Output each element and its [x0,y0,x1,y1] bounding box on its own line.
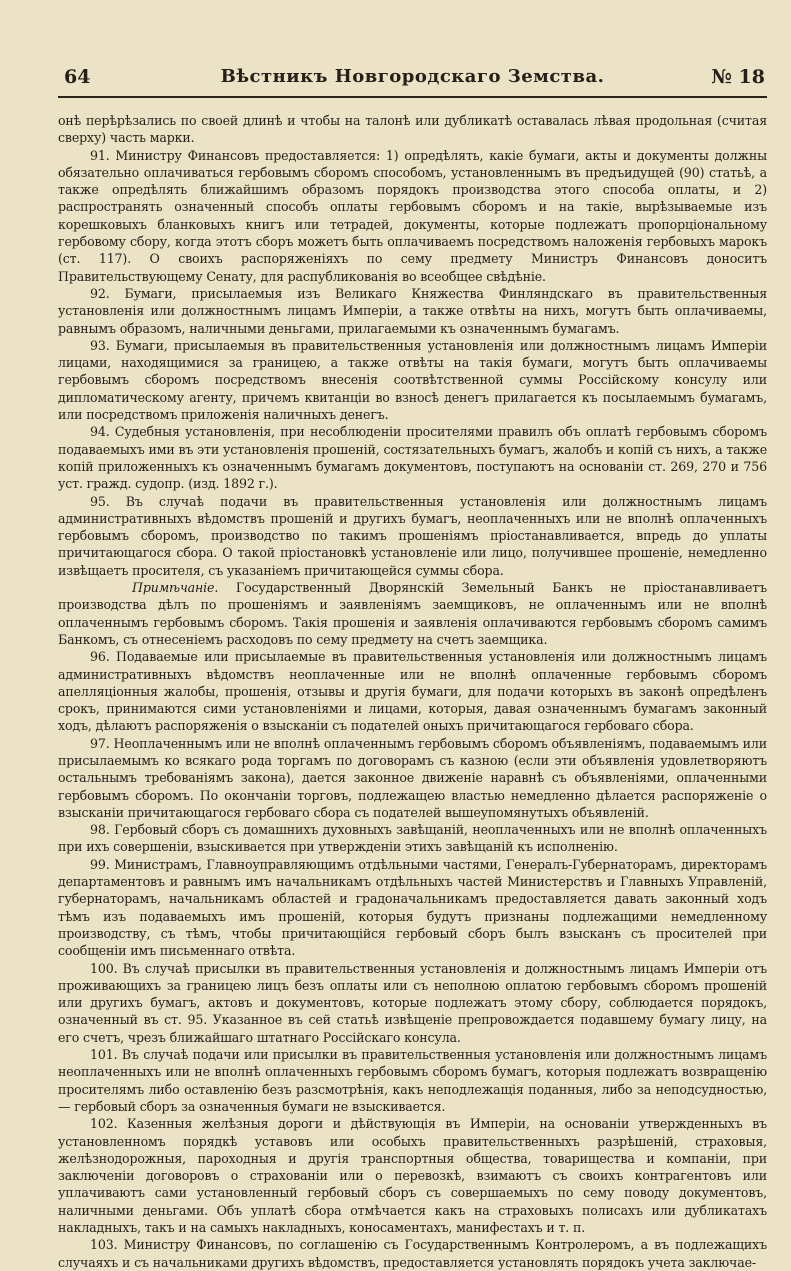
article-93: 93. Бумаги, присылаемыя въ правительственныя установленiя или должностнымъ лицамъ Имперiи лицами, находящимися за границею, а также отвѣты на такiя бумаги, могутъ быть оплачиваемы гербовымъ сборомъ посредствомъ внесенiя соотвѣтственной суммы Россiйскому консулу или дипломатическому агенту, причемъ квитанцiи во взносѣ денегъ прилагается къ посылаемымъ бумагамъ, или посредствомъ приложенiя наличныхъ денегъ. [58,337,767,423]
paragraph-continuation: онѣ перѣрѣзались по своей длинѣ и чтобы на талонѣ или дубликатѣ оставалась лѣвая продольная (считая сверху) часть марки. [58,113,767,146]
article-99: 99. Министрамъ, Главноуправляющимъ отдѣльными частями, Генералъ-Губернаторамъ, директорамъ департаментовъ и равнымъ имъ начальникамъ отдѣльныхъ частей Министерствъ и Главныхъ Управленiй, губернаторамъ, начальникамъ областей и градоначальникамъ предоставляется давать законный ходъ тѣмъ изъ подаваемыхъ имъ прошенiй, которыя будутъ признаны подлежащими немедленному производству, съ тѣмъ, чтобы причитающiйся гербовый сборъ былъ взысканъ съ просителей при сообщенiи имъ письменнаго отвѣта. [58,856,767,959]
article-96: 96. Подаваемые или присылаемые въ правительственныя установленiя или должностнымъ лицамъ административныхъ вѣдомствъ неоплаченные или не вполнѣ оплаченные гербовымъ сборомъ апелляцiонныя жалобы, прошенiя, отзывы и другiя бумаги, для подачи которыхъ въ законѣ опредѣленъ срокъ, принимаются сими установленiями и лицами, которыя, давая означеннымъ бумагамъ законный ходъ, дѣлаютъ распоряженiя о взысканiи съ подателей оныхъ причитающагося гербоваго сбора. [58,649,767,734]
article-100: 100. Въ случаѣ присылки въ правительственныя установленiя и должностнымъ лицамъ Имперiи отъ проживающихъ за границею лицъ безъ оплаты или съ неполною оплатою гербовымъ сборомъ прошенiй или другихъ бумагъ, актовъ и документовъ, которые подлежатъ этому сбору, соблюдается порядокъ, означенный въ ст. 95. Указанное въ сей статьѣ извѣщенiе препровождается подавшему бумагу лицу, на его счетъ, чрезъ ближайшаго штатнаго Россiйскаго консула. [58,960,767,1045]
article-91: 91. Министру Финансовъ предоставляется: 1) опредѣлять, какiе бумаги, акты и документы должны обязательно оплачиваться гербовымъ сборомъ способомъ, установленнымъ въ предъидущей (90) статьѣ, а также опредѣлять ближайшимъ образомъ порядокъ производства этого способа оплаты, и 2) распространять означенный способъ оплаты гербовымъ сборомъ и на такiе, вырѣзываемые изъ корешковыхъ бланковыхъ книгъ или тетрадей, документы, которые подлежатъ пропорцiональному гербовому сбору, когда этотъ сборъ можетъ быть оплачиваемъ посредствомъ наложенiя гербовыхъ марокъ (ст. 117). О своихъ распоряженiяхъ по сему предмету Министръ Финансовъ доноситъ Правительствующему Сенату, для распубликованiя во всеобщее свѣдѣнiе. [58,147,767,284]
note-text: Государственный Дворянскiй Земельный Банкъ не прiостанавливаетъ производства дѣлъ по прошенiямъ и заявленiямъ заемщиковъ, не оплаченнымъ или не вполнѣ оплаченнымъ гербовымъ сборомъ. Такiя прошенiя и заявленiя оплачиваются гербовымъ сборомъ самимъ Банкомъ, съ отнесенiемъ расходовъ по сему предмету на счетъ заемщика. [58,580,767,647]
article-95-note [58,579,767,648]
article-102: 102. Казенныя желѣзныя дороги и дѣйствующiя въ Имперiи, на основанiи утвержденныхъ въ установленномъ порядкѣ уставовъ или особыхъ правительственныхъ разрѣшенiй, страховыя, желѣзнодорожныя, пароходныя и другiя транспортныя общества, товарищества и компанiи, при заключенiи договоровъ о страхованiи или о перевозкѣ, взимаютъ съ своихъ контрагентовъ или уплачиваютъ сами установленный гербовый сборъ съ совершаемыхъ по сему поводу документовъ, наличными деньгами. Объ уплатѣ сбора отмѣчается какъ на страховыхъ полисахъ или дубликатахъ накладныхъ, такъ и на самыхъ накладныхъ, коносаментахъ, манифестахъ и т. п. [58,1116,767,1235]
article-95: 95. Въ случаѣ подачи въ правительственныя установленiя или должностнымъ лицамъ административныхъ вѣдомствъ прошенiй и другихъ бумагъ, неоплаченныхъ или не вполнѣ оплаченныхъ гербовымъ сборомъ, производство по такимъ прошенiямъ прiостанавливается, впредь до уплаты причитающагося сбора. О такой прiостановкѣ установленiе или лицо, получившее прошенiе, немедленно извѣщаетъ просителя, съ указанiемъ причитающейся суммы сбора. [58,493,767,578]
article-103: 103. Министру Финансовъ, по соглашенiю съ Государственнымъ Контролеромъ, а въ подлежащихъ случаяхъ и съ начальниками другихъ вѣдомствъ, предоставляется установлять порядокъ учета заключае- [58,1237,767,1270]
article-98: 98. Гербовый сборъ съ домашнихъ духовныхъ завѣщанiй, неоплаченныхъ или не вполнѣ оплаченныхъ при ихъ совершенiи, взыскивается при утвержденiи этихъ завѣщанiй къ исполненiю. [58,822,767,855]
article-97: 97. Неоплаченнымъ или не вполнѣ оплаченнымъ гербовымъ сборомъ объявленiямъ, подаваемымъ или присылаемымъ ко всякаго рода торгамъ по договорамъ съ казною (если эти объявленiя удовлетворяютъ остальнымъ требованiямъ закона), дается законное движенiе наравнѣ съ объявленiями, оплаченными гербовымъ сборомъ. По окончанiи торговъ, подлежащею властью немедленно дѣлается распоряженiе о взысканiи причитающагося гербоваго сбора съ подателей вышеупомянутыхъ объявленiй. [58,735,767,820]
article-94: 94. Судебныя установленiя, при несоблюденiи просителями правилъ объ оплатѣ гербовымъ сборомъ подаваемыхъ ими въ эти установленiя прошенiй, состязательныхъ бумагъ, жалобъ и копiй съ нихъ, а также копiй приложенныхъ къ означеннымъ бумагамъ документовъ, поступаютъ на основанiи ст. 269, 270 и 756 уст. гражд. судопр. (изд. 1892 г.). [58,424,767,492]
issue-number: № 18 [711,66,765,88]
journal-title: Вѣстникъ Новгородскаго Земства. [220,66,605,87]
page-number: 64 [64,66,91,88]
article-101: 101. Въ случаѣ подачи или присылки въ правительственныя установленiя или должностнымъ лицамъ неоплаченныхъ или не вполнѣ оплаченныхъ гербовымъ сборомъ бумагъ, которыя подлежатъ возвращенiю просителямъ либо оставленiю безъ разсмотрѣнiя, какъ неподлежащiя поданныя, либо за неподсудностью,— гербовый сборъ за означенныя бумаги не взыскивается. [58,1047,767,1114]
article-92: 92. Бумаги, присылаемыя изъ Великаго Княжества Финляндскаго въ правительственныя установленiя или должностнымъ лицамъ Имперiи, а также отвѣты на нихъ, могутъ быть оплачиваемы, равнымъ образомъ, наличными деньгами, прилагаемыми къ означеннымъ бумагамъ. [58,285,767,336]
page-body [58,112,767,1271]
page-header [58,66,767,98]
note-label: Примѣчанiе. [132,580,219,596]
